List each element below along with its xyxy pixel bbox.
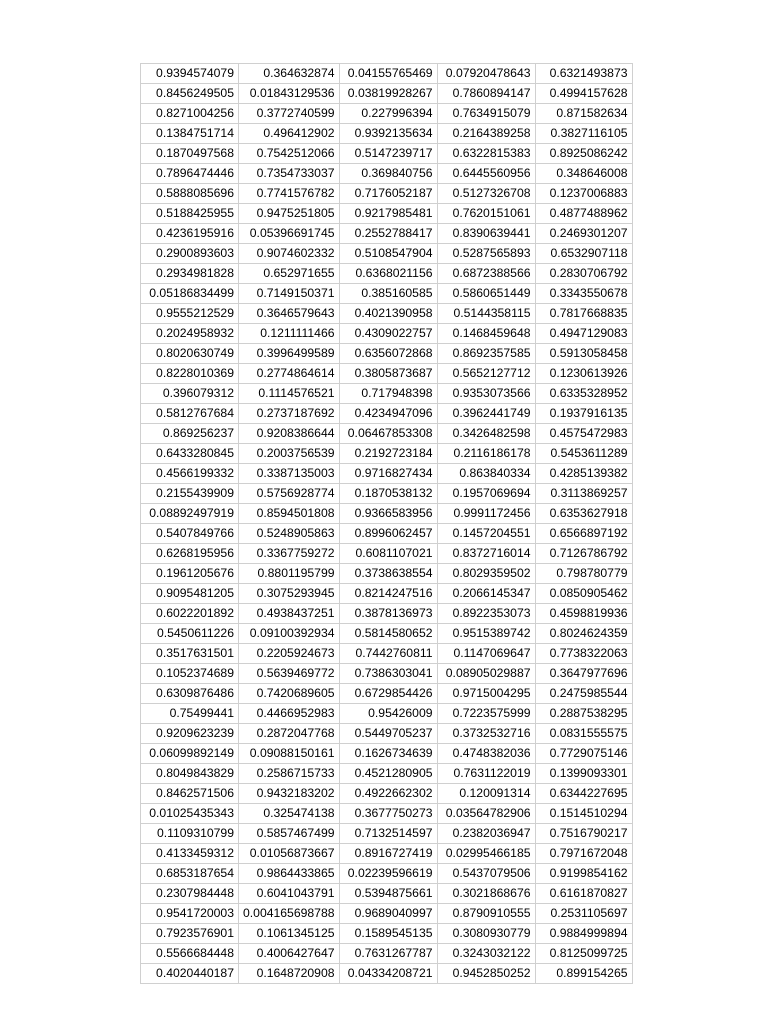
table-cell[interactable]: 0.09100392934 (239, 624, 340, 644)
table-cell[interactable]: 0.2155439909 (141, 484, 239, 504)
table-cell[interactable]: 0.07920478643 (437, 64, 535, 84)
table-cell[interactable]: 0.8594501808 (239, 504, 340, 524)
data-table (140, 63, 633, 984)
table-cell[interactable]: 0.1211111466 (239, 324, 340, 344)
table-cell[interactable]: 0.9432183202 (239, 784, 340, 804)
table-cell[interactable]: 0.3677750273 (339, 804, 437, 824)
table-cell[interactable]: 0.5814580652 (339, 624, 437, 644)
table-row (141, 104, 633, 124)
table-cell[interactable]: 0.9392135634 (339, 124, 437, 144)
table-cell[interactable]: 0.9555212529 (141, 304, 239, 324)
table-cell[interactable]: 0.7631122019 (437, 764, 535, 784)
table-cell[interactable]: 0.5450611226 (141, 624, 239, 644)
table-row (141, 544, 633, 564)
table-row (141, 64, 633, 84)
table-cell[interactable]: 0.348646008 (535, 164, 632, 184)
table-cell[interactable]: 0.369840756 (339, 164, 437, 184)
table-row (141, 584, 633, 604)
table-cell[interactable]: 0.227996394 (339, 104, 437, 124)
table-cell[interactable]: 0.5287565893 (437, 244, 535, 264)
table-cell[interactable]: 0.5652127712 (437, 364, 535, 384)
table-cell[interactable]: 0.9452850252 (437, 964, 535, 984)
table-row (141, 184, 633, 204)
table-cell[interactable]: 0.4947129083 (535, 324, 632, 344)
table-cell[interactable]: 0.7738322063 (535, 644, 632, 664)
table-cell[interactable]: 0.385160585 (339, 284, 437, 304)
table-cell[interactable]: 0.2830706792 (535, 264, 632, 284)
table-cell[interactable]: 0.2469301207 (535, 224, 632, 244)
table-cell[interactable]: 0.9199854162 (535, 864, 632, 884)
table-cell[interactable]: 0.01056873667 (239, 844, 340, 864)
table-cell[interactable]: 0.2475985544 (535, 684, 632, 704)
table-cell[interactable]: 0.1937916135 (535, 404, 632, 424)
table-cell[interactable]: 0.9541720003 (141, 904, 239, 924)
table-cell[interactable]: 0.95426009 (339, 704, 437, 724)
table-row (141, 84, 633, 104)
table-cell[interactable]: 0.120091314 (437, 784, 535, 804)
table-cell[interactable]: 0.5566684448 (141, 944, 239, 964)
table-cell[interactable]: 0.5888085696 (141, 184, 239, 204)
table-cell[interactable]: 0.9864433865 (239, 864, 340, 884)
table-cell[interactable]: 0.9074602332 (239, 244, 340, 264)
table-cell[interactable]: 0.5147239717 (339, 144, 437, 164)
table-cell[interactable]: 0.3738638554 (339, 564, 437, 584)
table-cell[interactable]: 0.1648720908 (239, 964, 340, 984)
table-cell[interactable]: 0.9991172456 (437, 504, 535, 524)
table-cell[interactable]: 0.5144358115 (437, 304, 535, 324)
table-cell[interactable]: 0.7860894147 (437, 84, 535, 104)
table-cell[interactable]: 0.5860651449 (437, 284, 535, 304)
table-cell[interactable]: 0.7631267787 (339, 944, 437, 964)
table-cell[interactable]: 0.75499441 (141, 704, 239, 724)
table-row (141, 864, 633, 884)
table-cell[interactable]: 0.05186834499 (141, 284, 239, 304)
table-cell[interactable]: 0.8024624359 (535, 624, 632, 644)
table-row (141, 724, 633, 744)
table-cell[interactable]: 0.4309022757 (339, 324, 437, 344)
table-cell[interactable]: 0.6872388566 (437, 264, 535, 284)
table-cell[interactable]: 0.1052374689 (141, 664, 239, 684)
table-cell[interactable]: 0.4466952983 (239, 704, 340, 724)
table-cell[interactable]: 0.2531105697 (535, 904, 632, 924)
table-cell[interactable]: 0.7896474446 (141, 164, 239, 184)
table-cell[interactable]: 0.6041043791 (239, 884, 340, 904)
table-cell[interactable]: 0.5639469772 (239, 664, 340, 684)
table-cell[interactable]: 0.6433280845 (141, 444, 239, 464)
table-row (141, 444, 633, 464)
table-row (141, 604, 633, 624)
table-cell[interactable]: 0.5394875661 (339, 884, 437, 904)
table-cell[interactable]: 0.4922662302 (339, 784, 437, 804)
table-cell[interactable]: 0.2900893603 (141, 244, 239, 264)
table-cell[interactable]: 0.4020440187 (141, 964, 239, 984)
table-row (141, 224, 633, 244)
table-row (141, 784, 633, 804)
table-cell[interactable]: 0.2116186178 (437, 444, 535, 464)
table-cell[interactable]: 0.5127326708 (437, 184, 535, 204)
table-cell[interactable]: 0.3426482598 (437, 424, 535, 444)
table-row (141, 344, 633, 364)
table-cell[interactable]: 0.5188425955 (141, 204, 239, 224)
table-cell[interactable]: 0.2382036947 (437, 824, 535, 844)
table-cell[interactable]: 0.004165698788 (239, 904, 340, 924)
table-cell[interactable]: 0.6368021156 (339, 264, 437, 284)
table-cell[interactable]: 0.7634915079 (437, 104, 535, 124)
table-cell[interactable]: 0.7817668835 (535, 304, 632, 324)
table-cell[interactable]: 0.7132514597 (339, 824, 437, 844)
table-cell[interactable]: 0.1961205676 (141, 564, 239, 584)
table-row (141, 644, 633, 664)
table-row (141, 884, 633, 904)
table-cell[interactable]: 0.4236195916 (141, 224, 239, 244)
table-row (141, 324, 633, 344)
table-row (141, 744, 633, 764)
table-cell[interactable]: 0.652971655 (239, 264, 340, 284)
table-cell[interactable]: 0.8372716014 (437, 544, 535, 564)
table-body (141, 64, 633, 984)
table-cell[interactable]: 0.7354733037 (239, 164, 340, 184)
table-cell[interactable]: 0.871582634 (535, 104, 632, 124)
table-row (141, 424, 633, 444)
spreadsheet-grid (140, 63, 633, 984)
table-row (141, 924, 633, 944)
table-cell[interactable]: 0.03819928267 (339, 84, 437, 104)
table-cell[interactable]: 0.6356072868 (339, 344, 437, 364)
table-row (141, 464, 633, 484)
table-row (141, 664, 633, 684)
table-cell[interactable]: 0.6022201892 (141, 604, 239, 624)
table-cell[interactable]: 0.3732532716 (437, 724, 535, 744)
table-cell[interactable]: 0.5812767684 (141, 404, 239, 424)
table-cell[interactable]: 0.5108547904 (339, 244, 437, 264)
table-cell[interactable]: 0.4234947096 (339, 404, 437, 424)
table-cell[interactable]: 0.3113869257 (535, 484, 632, 504)
table-cell[interactable]: 0.1870497568 (141, 144, 239, 164)
table-cell[interactable]: 0.3517631501 (141, 644, 239, 664)
table-cell[interactable]: 0.3075293945 (239, 584, 340, 604)
table-cell[interactable]: 0.3772740599 (239, 104, 340, 124)
table-cell[interactable]: 0.869256237 (141, 424, 239, 444)
table-cell[interactable]: 0.6566897192 (535, 524, 632, 544)
table-cell[interactable]: 0.9716827434 (339, 464, 437, 484)
table-cell[interactable]: 0.1626734639 (339, 744, 437, 764)
table-cell[interactable]: 0.7729075146 (535, 744, 632, 764)
table-cell[interactable]: 0.8020630749 (141, 344, 239, 364)
table-cell[interactable]: 0.9394574079 (141, 64, 239, 84)
table-row (141, 304, 633, 324)
table-cell[interactable]: 0.9209623239 (141, 724, 239, 744)
table-cell[interactable]: 0.4521280905 (339, 764, 437, 784)
table-cell[interactable]: 0.5449705237 (339, 724, 437, 744)
table-cell[interactable]: 0.899154265 (535, 964, 632, 984)
table-cell[interactable]: 0.1061345125 (239, 924, 340, 944)
table-cell[interactable]: 0.01843129536 (239, 84, 340, 104)
table-cell[interactable]: 0.5756928774 (239, 484, 340, 504)
table-cell[interactable]: 0.2934981828 (141, 264, 239, 284)
table-cell[interactable]: 0.06467853308 (339, 424, 437, 444)
table-cell[interactable]: 0.08892497919 (141, 504, 239, 524)
table-cell[interactable]: 0.5437079506 (437, 864, 535, 884)
table-cell[interactable]: 0.496412902 (239, 124, 340, 144)
table-cell[interactable]: 0.9515389742 (437, 624, 535, 644)
table-cell[interactable]: 0.364632874 (239, 64, 340, 84)
table-cell[interactable]: 0.6445560956 (437, 164, 535, 184)
table-row (141, 844, 633, 864)
table-cell[interactable]: 0.2066145347 (437, 584, 535, 604)
table-cell[interactable]: 0.6268195956 (141, 544, 239, 564)
table-cell[interactable]: 0.9208386644 (239, 424, 340, 444)
table-cell[interactable]: 0.3878136973 (339, 604, 437, 624)
table-cell[interactable]: 0.3962441749 (437, 404, 535, 424)
table-cell[interactable]: 0.1109310799 (141, 824, 239, 844)
table-cell[interactable]: 0.8692357585 (437, 344, 535, 364)
table-cell[interactable]: 0.3805873687 (339, 364, 437, 384)
table-cell[interactable]: 0.1237006883 (535, 184, 632, 204)
table-cell[interactable]: 0.9689040997 (339, 904, 437, 924)
table-cell[interactable]: 0.5453611289 (535, 444, 632, 464)
table-cell[interactable]: 0.4748382036 (437, 744, 535, 764)
table-cell[interactable]: 0.7176052187 (339, 184, 437, 204)
table-cell[interactable]: 0.09088150161 (239, 744, 340, 764)
table-cell[interactable]: 0.9095481205 (141, 584, 239, 604)
table-cell[interactable]: 0.3080930779 (437, 924, 535, 944)
table-cell[interactable]: 0.4877488962 (535, 204, 632, 224)
table-cell[interactable]: 0.9475251805 (239, 204, 340, 224)
table-row (141, 144, 633, 164)
table-cell[interactable]: 0.2307984448 (141, 884, 239, 904)
table-cell[interactable]: 0.08905029887 (437, 664, 535, 684)
table-cell[interactable]: 0.717948398 (339, 384, 437, 404)
table-cell[interactable]: 0.4285139382 (535, 464, 632, 484)
table-cell[interactable]: 0.1457204551 (437, 524, 535, 544)
table-cell[interactable]: 0.4133459312 (141, 844, 239, 864)
table-row (141, 764, 633, 784)
table-row (141, 904, 633, 924)
table-cell[interactable]: 0.5407849766 (141, 524, 239, 544)
table-cell[interactable]: 0.7126786792 (535, 544, 632, 564)
table-cell[interactable]: 0.4994157628 (535, 84, 632, 104)
table-cell[interactable]: 0.4575472983 (535, 424, 632, 444)
table-cell[interactable]: 0.02239596619 (339, 864, 437, 884)
table-cell[interactable]: 0.0850905462 (535, 584, 632, 604)
table-cell[interactable]: 0.4021390958 (339, 304, 437, 324)
table-cell[interactable]: 0.7516790217 (535, 824, 632, 844)
table-cell[interactable]: 0.2192723184 (339, 444, 437, 464)
table-cell[interactable]: 0.8125099725 (535, 944, 632, 964)
table-cell[interactable]: 0.8462571506 (141, 784, 239, 804)
table-cell[interactable]: 0.7420689605 (239, 684, 340, 704)
table-cell[interactable]: 0.3243032122 (437, 944, 535, 964)
table-cell[interactable]: 0.863840334 (437, 464, 535, 484)
table-cell[interactable]: 0.03564782906 (437, 804, 535, 824)
table-row (141, 484, 633, 504)
table-row (141, 964, 633, 984)
table-row (141, 404, 633, 424)
table-cell[interactable]: 0.6344227695 (535, 784, 632, 804)
table-cell[interactable]: 0.2872047768 (239, 724, 340, 744)
table-cell[interactable]: 0.6321493873 (535, 64, 632, 84)
table-cell[interactable]: 0.4938437251 (239, 604, 340, 624)
table-cell[interactable]: 0.9217985481 (339, 204, 437, 224)
table-cell[interactable]: 0.1589545135 (339, 924, 437, 944)
table-cell[interactable]: 0.3021868676 (437, 884, 535, 904)
table-row (141, 364, 633, 384)
table-cell[interactable]: 0.7971672048 (535, 844, 632, 864)
table-row (141, 264, 633, 284)
table-cell[interactable]: 0.8271004256 (141, 104, 239, 124)
table-row (141, 704, 633, 724)
table-cell[interactable]: 0.04155765469 (339, 64, 437, 84)
table-cell[interactable]: 0.9366583956 (339, 504, 437, 524)
table-cell[interactable]: 0.6161870827 (535, 884, 632, 904)
table-cell[interactable]: 0.6729854426 (339, 684, 437, 704)
table-row (141, 284, 633, 304)
table-cell[interactable]: 0.4566199332 (141, 464, 239, 484)
table-cell[interactable]: 0.2887538295 (535, 704, 632, 724)
table-cell[interactable]: 0.6081107021 (339, 544, 437, 564)
table-row (141, 384, 633, 404)
table-row (141, 204, 633, 224)
table-cell[interactable]: 0.7741576782 (239, 184, 340, 204)
table-cell[interactable]: 0.4006427647 (239, 944, 340, 964)
table-cell[interactable]: 0.8916727419 (339, 844, 437, 864)
table-cell[interactable]: 0.2586715733 (239, 764, 340, 784)
table-cell[interactable]: 0.8390639441 (437, 224, 535, 244)
table-cell[interactable]: 0.2205924673 (239, 644, 340, 664)
table-cell[interactable]: 0.1114576521 (239, 384, 340, 404)
table-cell[interactable]: 0.6353627918 (535, 504, 632, 524)
table-cell[interactable]: 0.3646579643 (239, 304, 340, 324)
table-cell[interactable]: 0.396079312 (141, 384, 239, 404)
table-cell[interactable]: 0.2552788417 (339, 224, 437, 244)
table-cell[interactable]: 0.1399093301 (535, 764, 632, 784)
table-cell[interactable]: 0.7386303041 (339, 664, 437, 684)
table-cell[interactable]: 0.3367759272 (239, 544, 340, 564)
table-cell[interactable]: 0.7442760811 (339, 644, 437, 664)
table-row (141, 624, 633, 644)
table-cell[interactable]: 0.2024958932 (141, 324, 239, 344)
table-cell[interactable]: 0.9715004295 (437, 684, 535, 704)
table-cell[interactable]: 0.1514510294 (535, 804, 632, 824)
table-cell[interactable]: 0.7542512066 (239, 144, 340, 164)
table-cell[interactable]: 0.1870538132 (339, 484, 437, 504)
table-row (141, 684, 633, 704)
table-cell[interactable]: 0.9884999894 (535, 924, 632, 944)
table-cell[interactable]: 0.1230613926 (535, 364, 632, 384)
table-cell[interactable]: 0.8214247516 (339, 584, 437, 604)
table-cell[interactable]: 0.8801195799 (239, 564, 340, 584)
table-cell[interactable]: 0.7923576901 (141, 924, 239, 944)
table-cell[interactable]: 0.2003756539 (239, 444, 340, 464)
table-row (141, 944, 633, 964)
table-cell[interactable]: 0.01025435343 (141, 804, 239, 824)
table-cell[interactable]: 0.798780779 (535, 564, 632, 584)
table-cell[interactable]: 0.8922353073 (437, 604, 535, 624)
table-cell[interactable]: 0.4598819936 (535, 604, 632, 624)
table-cell[interactable]: 0.2164389258 (437, 124, 535, 144)
table-cell[interactable]: 0.1147069647 (437, 644, 535, 664)
table-row (141, 244, 633, 264)
table-cell[interactable]: 0.04334208721 (339, 964, 437, 984)
table-cell[interactable]: 0.6532907118 (535, 244, 632, 264)
table-cell[interactable]: 0.6853187654 (141, 864, 239, 884)
table-cell[interactable]: 0.3647977696 (535, 664, 632, 684)
table-cell[interactable]: 0.5248905863 (239, 524, 340, 544)
table-cell[interactable]: 0.3827116105 (535, 124, 632, 144)
table-cell[interactable]: 0.8049843829 (141, 764, 239, 784)
table-cell[interactable]: 0.8790910555 (437, 904, 535, 924)
table-cell[interactable]: 0.8996062457 (339, 524, 437, 544)
table-cell[interactable]: 0.06099892149 (141, 744, 239, 764)
table-cell[interactable]: 0.8925086242 (535, 144, 632, 164)
table-cell[interactable]: 0.7149150371 (239, 284, 340, 304)
table-cell[interactable]: 0.1384751714 (141, 124, 239, 144)
table-cell[interactable]: 0.1957069694 (437, 484, 535, 504)
table-cell[interactable]: 0.1468459648 (437, 324, 535, 344)
table-cell[interactable]: 0.8029359502 (437, 564, 535, 584)
table-row (141, 124, 633, 144)
table-cell[interactable]: 0.8456249505 (141, 84, 239, 104)
table-row (141, 804, 633, 824)
table-row (141, 524, 633, 544)
table-cell[interactable]: 0.325474138 (239, 804, 340, 824)
table-cell[interactable]: 0.6322815383 (437, 144, 535, 164)
table-cell[interactable]: 0.3996499589 (239, 344, 340, 364)
table-cell[interactable]: 0.2774864614 (239, 364, 340, 384)
table-cell[interactable]: 0.9353073566 (437, 384, 535, 404)
table-cell[interactable]: 0.02995466185 (437, 844, 535, 864)
table-cell[interactable]: 0.0831555575 (535, 724, 632, 744)
table-cell[interactable]: 0.7620151061 (437, 204, 535, 224)
table-cell[interactable]: 0.6309876486 (141, 684, 239, 704)
table-cell[interactable]: 0.2737187692 (239, 404, 340, 424)
table-cell[interactable]: 0.05396691745 (239, 224, 340, 244)
table-cell[interactable]: 0.5913058458 (535, 344, 632, 364)
table-cell[interactable]: 0.3387135003 (239, 464, 340, 484)
table-cell[interactable]: 0.6335328952 (535, 384, 632, 404)
table-cell[interactable]: 0.5857467499 (239, 824, 340, 844)
table-cell[interactable]: 0.7223575999 (437, 704, 535, 724)
table-cell[interactable]: 0.3343550678 (535, 284, 632, 304)
table-row (141, 504, 633, 524)
table-row (141, 564, 633, 584)
table-row (141, 824, 633, 844)
table-cell[interactable]: 0.8228010369 (141, 364, 239, 384)
table-row (141, 164, 633, 184)
